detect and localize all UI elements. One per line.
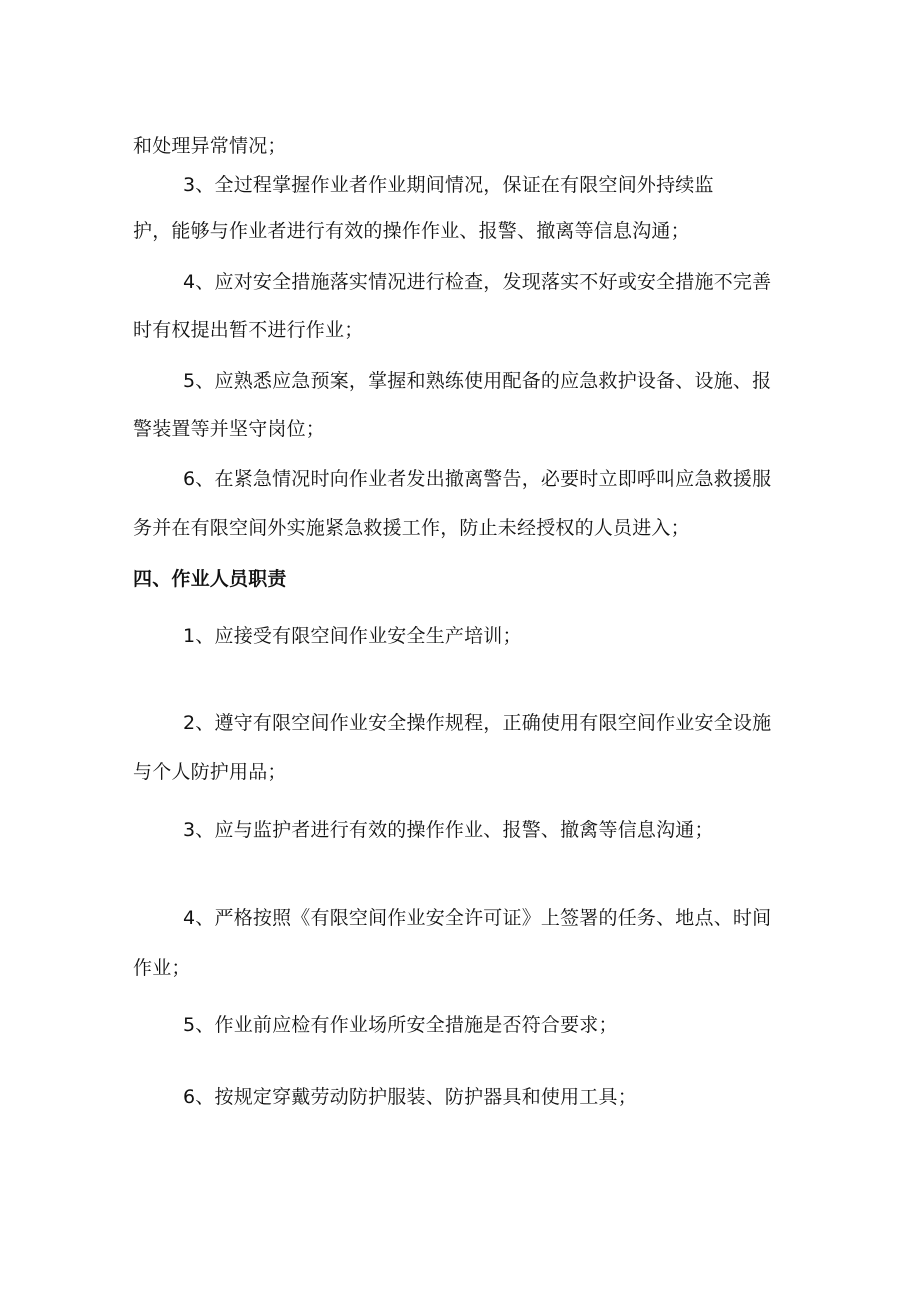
text-line-17: 5、作业前应检有作业场所安全措施是否符合要求；	[183, 1014, 618, 1036]
text-line-5: 时有权提出暂不进行作业；	[133, 319, 364, 341]
text-line-2: 3、全过程掌握作业者作业期间情况，保证在有限空间外持续监	[183, 174, 714, 196]
section-heading: 四、作业人员职责	[133, 568, 287, 590]
text-line-7: 警装置等并坚守岗位；	[133, 418, 326, 440]
text-line-8: 6、在紧急情况时向作业者发出撤离警告，必要时立即呼叫应急救援服	[183, 468, 772, 490]
text-line-18: 6、按规定穿戴劳动防护服装、防护器具和使用工具；	[183, 1086, 637, 1108]
text-line-9: 务并在有限空间外实施紧急救援工作，防止未经授权的人员进入；	[133, 517, 690, 539]
text-line-15: 4、严格按照《有限空间作业安全许可证》上签署的任务、地点、时间	[183, 907, 772, 929]
text-line-12: 2、遵守有限空间作业安全操作规程，正确使用有限空间作业安全设施	[183, 712, 772, 734]
text-line-6: 5、应熟悉应急预案，掌握和熟练使用配备的应急救护设备、设施、报	[183, 370, 772, 392]
text-line-1: 和处理异常情况；	[133, 135, 287, 157]
text-line-3: 护，能够与作业者进行有效的操作作业、报警、撤离等信息沟通；	[133, 220, 690, 242]
text-line-11: 1、应接受有限空间作业安全生产培训；	[183, 625, 522, 647]
text-line-16: 作业；	[133, 957, 191, 979]
text-line-14: 3、应与监护者进行有效的操作作业、报警、撤禽等信息沟通；	[183, 819, 714, 841]
text-line-4: 4、应对安全措施落实情况进行检查，发现落实不好或安全措施不完善	[183, 271, 772, 293]
text-line-13: 与个人防护用品；	[133, 761, 287, 783]
